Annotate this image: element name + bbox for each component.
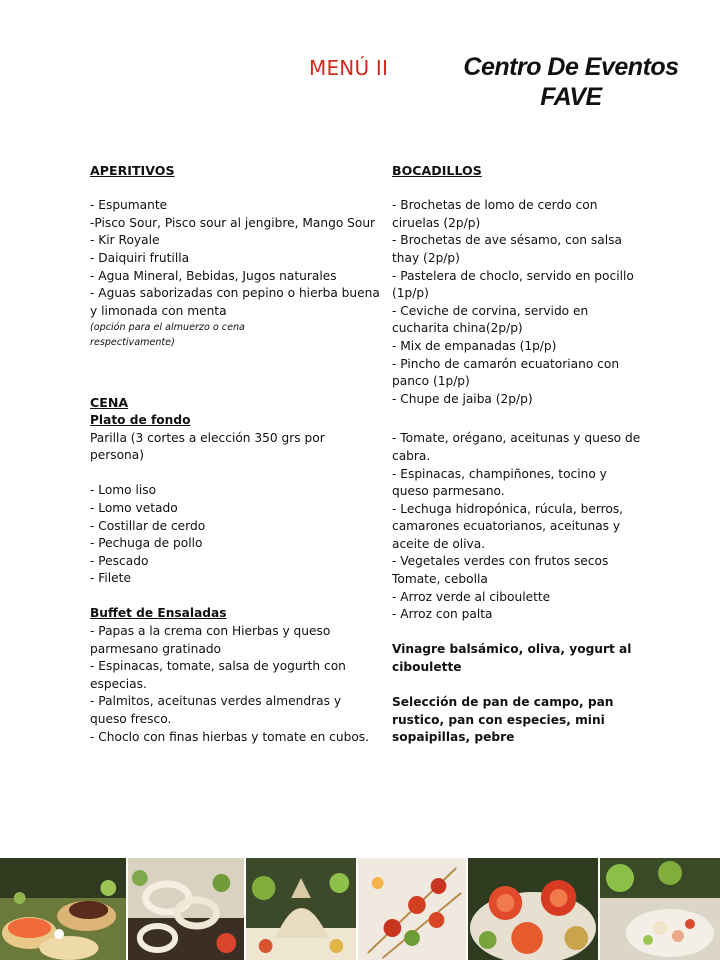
bread-text: Selección de pan de campo, pan rustico, pan con especies, mini sopaipillas, pebre — [392, 695, 614, 745]
aperitivos-note: (opción para el almuerzo o cena respectivamente) — [90, 322, 245, 349]
aperitivo-item: - Aguas saborizadas con pepino o hierba buena y limonada con menta — [90, 286, 380, 318]
dressing-text: Vinagre balsámico, oliva, yogurt al ciboulette — [392, 642, 632, 675]
buffet-item: - Choclo con finas hierbas y tomate en cubos. — [90, 729, 370, 744]
right-column — [392, 162, 644, 747]
bocadillo-item: - Ceviche de corvina, servido en cucharita china(2p/p) — [392, 303, 589, 336]
bocadillo-item: - Chupe de jaiba (2p/p) — [392, 391, 533, 406]
dumpling-photo — [246, 858, 358, 960]
brand-line-1: Centro De Eventos — [463, 53, 679, 81]
bocadillos-heading: BOCADILLOS — [392, 163, 482, 178]
aperitivo-item: - Daiquiri frutilla — [90, 250, 190, 265]
left-column — [90, 162, 380, 746]
ensalada-item: - Tomate, orégano, aceitunas y queso de cabra. — [392, 431, 641, 463]
canape-photo — [0, 858, 128, 960]
cut-item: - Lomo vetado — [90, 500, 178, 515]
bocadillo-item: - Mix de empanadas (1p/p) — [392, 338, 557, 353]
ceviche-photo — [600, 858, 720, 960]
ensalada-item: Tomate, cebolla — [392, 572, 488, 587]
buffet-item: - Espinacas, tomate, salsa de yogurth con especias. — [90, 659, 346, 691]
brand-line-2: FAVE — [540, 83, 602, 111]
bocadillo-item: - Pastelera de choclo, servido en pocillo (1p/p) — [392, 268, 634, 301]
food-photo-strip — [0, 858, 720, 960]
ensalada-item: - Arroz con palta — [392, 607, 493, 622]
ensalada-item: - Vegetales verdes con frutos secos — [392, 554, 609, 569]
cut-item: - Filete — [90, 571, 131, 586]
tomato-plate-photo — [468, 858, 600, 960]
cut-item: - Lomo liso — [90, 483, 157, 498]
cut-item: - Costillar de cerdo — [90, 518, 206, 533]
squid-salad-photo — [128, 858, 246, 960]
aperitivo-item: - Agua Mineral, Bebidas, Jugos naturales — [90, 268, 337, 283]
menu-title: MENÚ II — [309, 56, 389, 80]
plato-fondo-heading: Plato de fondo — [90, 412, 191, 427]
buffet-heading: Buffet de Ensaladas — [90, 606, 227, 621]
skewer-photo — [358, 858, 468, 960]
cut-item: - Pescado — [90, 553, 149, 568]
ensalada-item: - Espinacas, champiñones, tocino y queso parmesano. — [392, 466, 607, 499]
brand-logo-text — [460, 52, 682, 112]
aperitivos-heading: APERITIVOS — [90, 163, 175, 178]
ensalada-item: - Arroz verde al ciboulette — [392, 589, 551, 604]
buffet-item: - Papas a la crema con Hierbas y queso parmesano gratinado — [90, 624, 331, 656]
aperitivo-item: -Pisco Sour, Pisco sour al jengibre, Mango Sour — [90, 215, 376, 230]
cena-heading: CENA — [90, 395, 129, 411]
buffet-item: - Palmitos, aceitunas verdes almendras y queso fresco. — [90, 694, 342, 727]
bocadillo-item: - Brochetas de lomo de cerdo con ciruelas (2p/p) — [392, 198, 598, 230]
parrilla-text: Parilla (3 cortes a elección 350 grs por persona) — [90, 430, 325, 463]
bocadillo-item: - Pincho de camarón ecuatoriano con panco (1p/p) — [392, 356, 620, 389]
ensalada-item: - Lechuga hidropónica, rúcula, berros, camarones ecuatorianos, aceitunas y aceite de oliva. — [392, 501, 624, 551]
aperitivo-item: - Espumante — [90, 198, 168, 213]
bocadillo-item: - Brochetas de ave sésamo, con salsa thay (2p/p) — [392, 233, 622, 265]
cut-item: - Pechuga de pollo — [90, 536, 203, 551]
aperitivo-item: - Kir Royale — [90, 233, 160, 248]
